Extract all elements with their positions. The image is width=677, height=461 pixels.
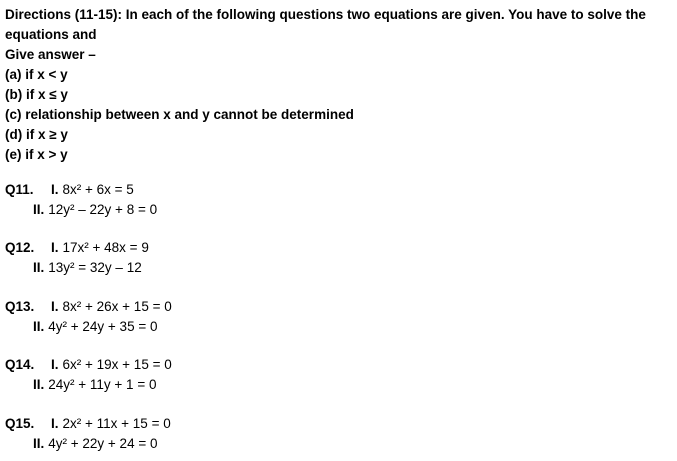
equation-label: II. — [33, 319, 45, 334]
question-11 — [5, 180, 665, 220]
option-b: (b) if x ≤ y — [5, 87, 68, 102]
equation-row-2 — [5, 258, 665, 278]
equation-y: 4y² + 22y + 24 = 0 — [48, 436, 158, 451]
option-a: (a) if x < y — [5, 67, 68, 82]
question-number: Q13. — [5, 299, 35, 314]
equation-row-1 — [5, 414, 665, 434]
indent-spacer — [5, 317, 33, 337]
indent-spacer — [5, 258, 33, 278]
option-d: (d) if x ≥ y — [5, 127, 68, 142]
equation-label: II. — [33, 260, 45, 275]
equation-row-2 — [5, 200, 665, 220]
question-13 — [5, 297, 665, 337]
question-number: Q14. — [5, 357, 35, 372]
indent-spacer — [5, 375, 33, 395]
equation-label: I. — [51, 299, 59, 314]
equation-row-2 — [5, 317, 665, 337]
equation-x: 8x² + 6x = 5 — [62, 182, 134, 197]
equation-label: II. — [33, 436, 45, 451]
question-number: Q11. — [5, 182, 34, 197]
equation-y: 13y² = 32y – 12 — [48, 260, 142, 275]
indent-spacer — [5, 200, 33, 220]
equation-y: 4y² + 24y + 35 = 0 — [48, 319, 158, 334]
equation-x: 17x² + 48x = 9 — [62, 240, 149, 255]
option-c: (c) relationship between x and y cannot be determined — [5, 107, 354, 122]
equation-y: 24y² + 11y + 1 = 0 — [48, 377, 157, 392]
equation-row-1 — [5, 180, 665, 200]
equation-y: 12y² – 22y + 8 = 0 — [48, 202, 158, 217]
directions-block — [5, 5, 673, 165]
question-number: Q15. — [5, 416, 35, 431]
directions-heading: Directions (11-15): In each of the following questions two equations are given. You have to solve the equations and — [5, 7, 646, 42]
equation-x: 2x² + 11x + 15 = 0 — [62, 416, 171, 431]
equation-label: II. — [33, 202, 45, 217]
equation-row-1 — [5, 238, 665, 258]
give-answer-label: Give answer – — [5, 47, 96, 62]
equation-row-2 — [5, 434, 665, 454]
question-number: Q12. — [5, 240, 35, 255]
equation-row-1 — [5, 355, 665, 375]
equation-row-1 — [5, 297, 665, 317]
equation-label: I. — [51, 357, 59, 372]
option-e: (e) if x > y — [5, 147, 68, 162]
equation-x: 6x² + 19x + 15 = 0 — [62, 357, 172, 372]
equation-label: I. — [51, 416, 59, 431]
equation-row-2 — [5, 375, 665, 395]
question-14 — [5, 355, 665, 395]
equation-label: I. — [51, 240, 59, 255]
equation-label: II. — [33, 377, 45, 392]
equation-label: I. — [51, 182, 59, 197]
question-15 — [5, 414, 665, 454]
indent-spacer — [5, 434, 33, 454]
equation-x: 8x² + 26x + 15 = 0 — [62, 299, 172, 314]
question-12 — [5, 238, 665, 278]
